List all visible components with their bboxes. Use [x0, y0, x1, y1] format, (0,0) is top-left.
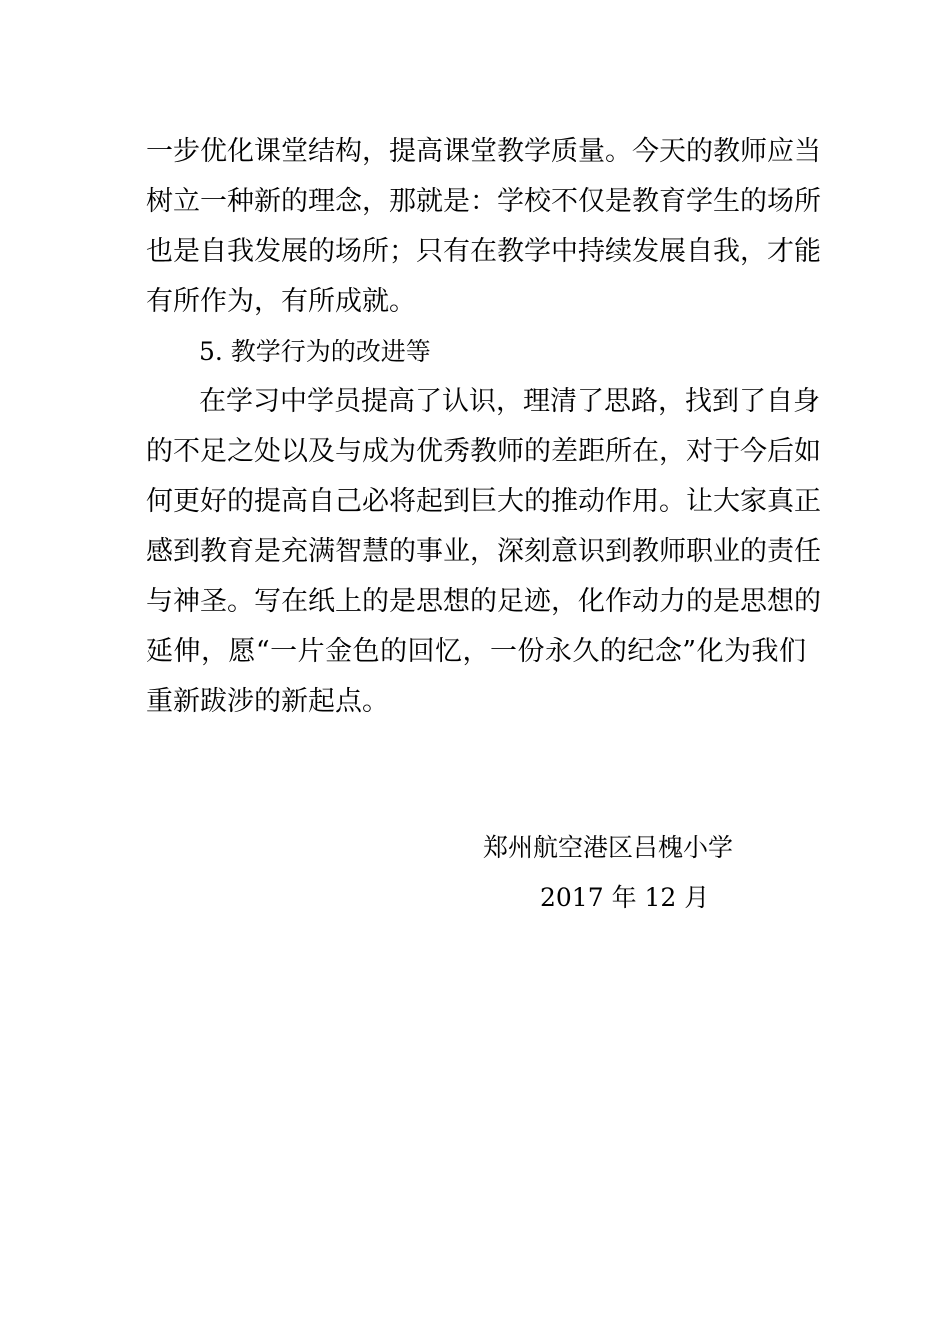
- section-heading-5: 5. 教学行为的改进等: [199, 337, 431, 366]
- paragraph-2-line-1: 在学习中学员提高了认识，理清了思路，找到了自身: [199, 386, 820, 417]
- paragraph-2-line-7: 重新跋涉的新起点。: [146, 686, 389, 717]
- paragraph-1-line-3: 也是自我发展的场所；只有在教学中持续发展自我，才能: [146, 236, 821, 267]
- signature-school: 郑州航空港区吕槐小学: [483, 833, 734, 862]
- paragraph-2-line-5: 与神圣。写在纸上的是思想的足迹，化作动力的是思想的: [146, 586, 821, 617]
- paragraph-1-line-2: 树立一种新的理念，那就是：学校不仅是教育学生的场所: [146, 186, 821, 217]
- paragraph-1-line-4: 有所作为，有所成就。: [146, 286, 416, 317]
- signature-date: 2017 年 12 月: [540, 883, 710, 912]
- paragraph-2-line-6: 延伸，愿“一片金色的回忆，一份永久的纪念”化为我们: [146, 636, 806, 667]
- paragraph-2-line-4: 感到教育是充满智慧的事业，深刻意识到教师职业的责任: [146, 536, 821, 567]
- paragraph-2-line-2: 的不足之处以及与成为优秀教师的差距所在，对于今后如: [146, 436, 821, 467]
- paragraph-2-line-3: 何更好的提高自己必将起到巨大的推动作用。让大家真正: [146, 486, 821, 517]
- paragraph-1-line-1: 一步优化课堂结构，提高课堂教学质量。今天的教师应当: [146, 136, 821, 167]
